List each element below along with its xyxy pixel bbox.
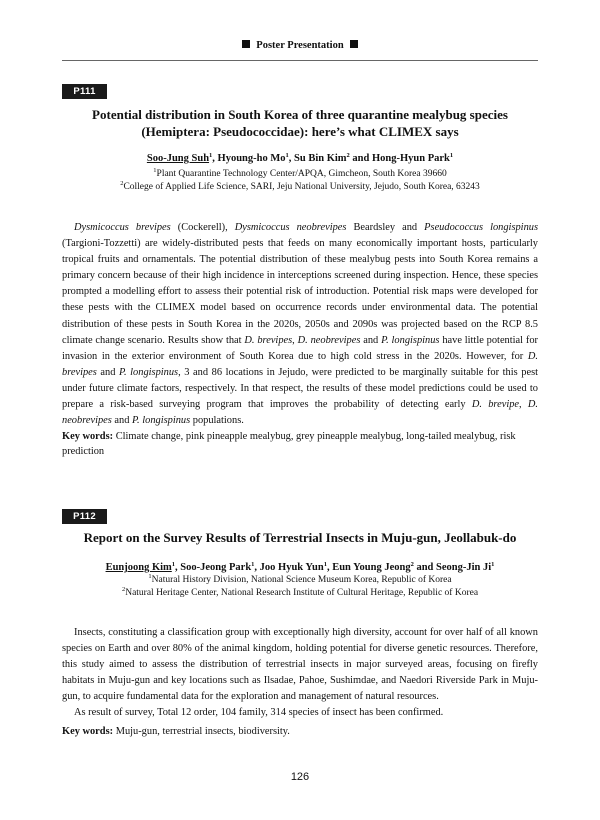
poster-title-line: Potential distribution in South Korea of three quarantine mealybug species [92, 107, 508, 122]
species-name: D. brevipes [244, 334, 293, 346]
running-header-label: Poster Presentation [256, 40, 344, 51]
abstract [62, 625, 538, 722]
author-name: Eun Young Jeong [332, 562, 411, 573]
species-name: D. brevipes [62, 350, 538, 378]
affiliation-list [62, 574, 538, 600]
poster-title: Report on the Survey Results of Terrestrial Insects in Muju-gun, Jeollabuk-do [83, 530, 517, 545]
black-square-icon [242, 40, 250, 48]
keywords [62, 724, 538, 739]
species-name: D. neobrevipes [62, 399, 538, 427]
author-affiliation-mark: 1 [491, 561, 495, 568]
species-name: P. longispinus [118, 366, 179, 378]
keywords [62, 429, 538, 459]
affiliation: $^1$Plant Quarantine Technology Center/APQA, Gimcheon, South Korea 39660 [153, 167, 447, 179]
author-affiliation-mark: 1 [171, 561, 176, 568]
author-affiliation-mark: 2 [346, 152, 350, 159]
author-name: Joo Hyuk Yun [259, 562, 324, 573]
poster-title-line: (Hemiptera: Pseudococcidae): here’s what CLIMEX says [141, 124, 459, 139]
keywords-label: Key words: [62, 431, 114, 442]
abstract [62, 220, 538, 429]
author-name: Eunjoong Kim [105, 562, 172, 573]
species-name: Dysmicoccus neobrevipes [234, 222, 347, 233]
running-header [0, 40, 600, 51]
species-name: P. longispinus [132, 415, 191, 427]
author-name: Hyoung-ho Mo [217, 153, 286, 164]
poster-id-badge: P111 [62, 84, 107, 99]
poster-title [62, 106, 538, 140]
author-affiliation-mark: 1 [449, 152, 454, 159]
page-number: 126 [290, 771, 310, 783]
keywords-label: Key words: [62, 726, 114, 737]
author-name: Soo-Jeong Park [180, 562, 252, 573]
author-list: Soo-Jung Suh$^1$, Hyoung-ho Mo$^1$, Su Bin Kim$^2$ and Hong-Hyun Park$^1$ [146, 152, 454, 164]
author-name: Su Bin Kim [294, 153, 347, 164]
poster-id-badge: P112 [62, 509, 107, 524]
species-name: Dysmicoccus brevipes [74, 222, 171, 233]
author-affiliation-mark: 1 [209, 152, 213, 159]
abstract-paragraph: As result of survey, Total 12 order, 104 family, 314 species of insect has been confirmed. [74, 707, 444, 719]
abstract-paragraph: Insects, constituting a classification group with exceptionally high diversity, account for over half of all known species on Earth and over 80% of the animal kingdom, holding potential for diverse genetic resources. Therefore, this study aimed to assess the distribution of terrestrial insects in major surveyed areas, focusing on firefly habitats in Muju-gun and key locations such as Ilsadae, Pahoe, Sushimdae, and Naedori Riverside Park in Muju-gun, to acquire fundamental data for the exploration and management of natural resources. [62, 627, 538, 703]
author-name: Hong-Hyun Park [371, 153, 450, 164]
keywords-text: Muju-gun, terrestrial insects, biodiversity. [115, 726, 290, 737]
author-affiliation-mark: 1 [251, 561, 255, 568]
affiliation-list [62, 168, 538, 194]
header-rule [62, 60, 538, 61]
author-affiliation-mark: 2 [410, 561, 414, 568]
and-word: and [352, 153, 370, 164]
keywords-text: Climate change, pink pineapple mealybug, grey pineapple mealybug, long-tailed mealybug, risk prediction [62, 431, 516, 457]
author-name: Soo-Jung Suh [146, 153, 210, 164]
author-affiliation-mark: 1 [323, 561, 327, 568]
author-name: Seong-Jin Ji [436, 562, 492, 573]
species-name: D. neobrevipes [297, 334, 361, 346]
species-name: D. brevipe [471, 399, 520, 411]
abstract-paragraph: Dysmicoccus brevipes (Cockerell), Dysmicoccus neobrevipes Beardsley and Pseudococcus longispinus (Targioni-Tozzetti) are widely-distributed pests that feeds on many economically important hosts, particularly tropical fruits and ornamentals. The potential distribution of these mealybug pests into South Korea remains a primary concern because of their high incidence in interceptions screened during inspection. Hence, these species prompted a modelling effort to assess their potential risk of introduction. Potential risk maps were developed for these pests with the CLIMEX model based on occurrence records under environmental data. The potential distribution of these pests in South Korea in the 2020s, 2050s and 2090s was projected based on the RCP 8.5 climate change scenario. Results show that D. brevipes, D. neobrevipes and P. longispinus have little potential for invasion in the exterior environment of South Korea due to high cold stress in the 2020s. However, for D. brevipes and P. longispinus, 3 and 86 locations in Jejudo, were predicted to be marginally suitable for this pest under future climate factors, respectively. In that respect, the results of these model predictions could be used to prepare a risk-based surveying program that improves the probability of detecting early D. brevipe, D. neobrevipes and P. longispinus populations. [62, 222, 539, 427]
and-word: and [416, 562, 434, 573]
author-affiliation-mark: 1 [285, 152, 289, 159]
affiliation: $^2$Natural Heritage Center, National Research Institute of Cultural Heritage, Republic of Korea [121, 586, 479, 598]
species-name: P. longispinus [381, 334, 440, 346]
affiliation: $^1$Natural History Division, National Science Museum Korea, Republic of Korea [148, 573, 452, 585]
affiliation: $^2$College of Applied Life Science, SARI, Jeju National University, Jejudo, South Korea, 63243 [120, 180, 480, 192]
species-name: Pseudococcus longispinus [424, 222, 539, 233]
author-list: Eunjoong Kim$^1$, Soo-Jeong Park$^1$, Joo Hyuk Yun$^1$, Eun Young Jeong$^2$ and Seong-Jin Ji$^1$ [105, 561, 495, 573]
black-square-icon [350, 40, 358, 48]
